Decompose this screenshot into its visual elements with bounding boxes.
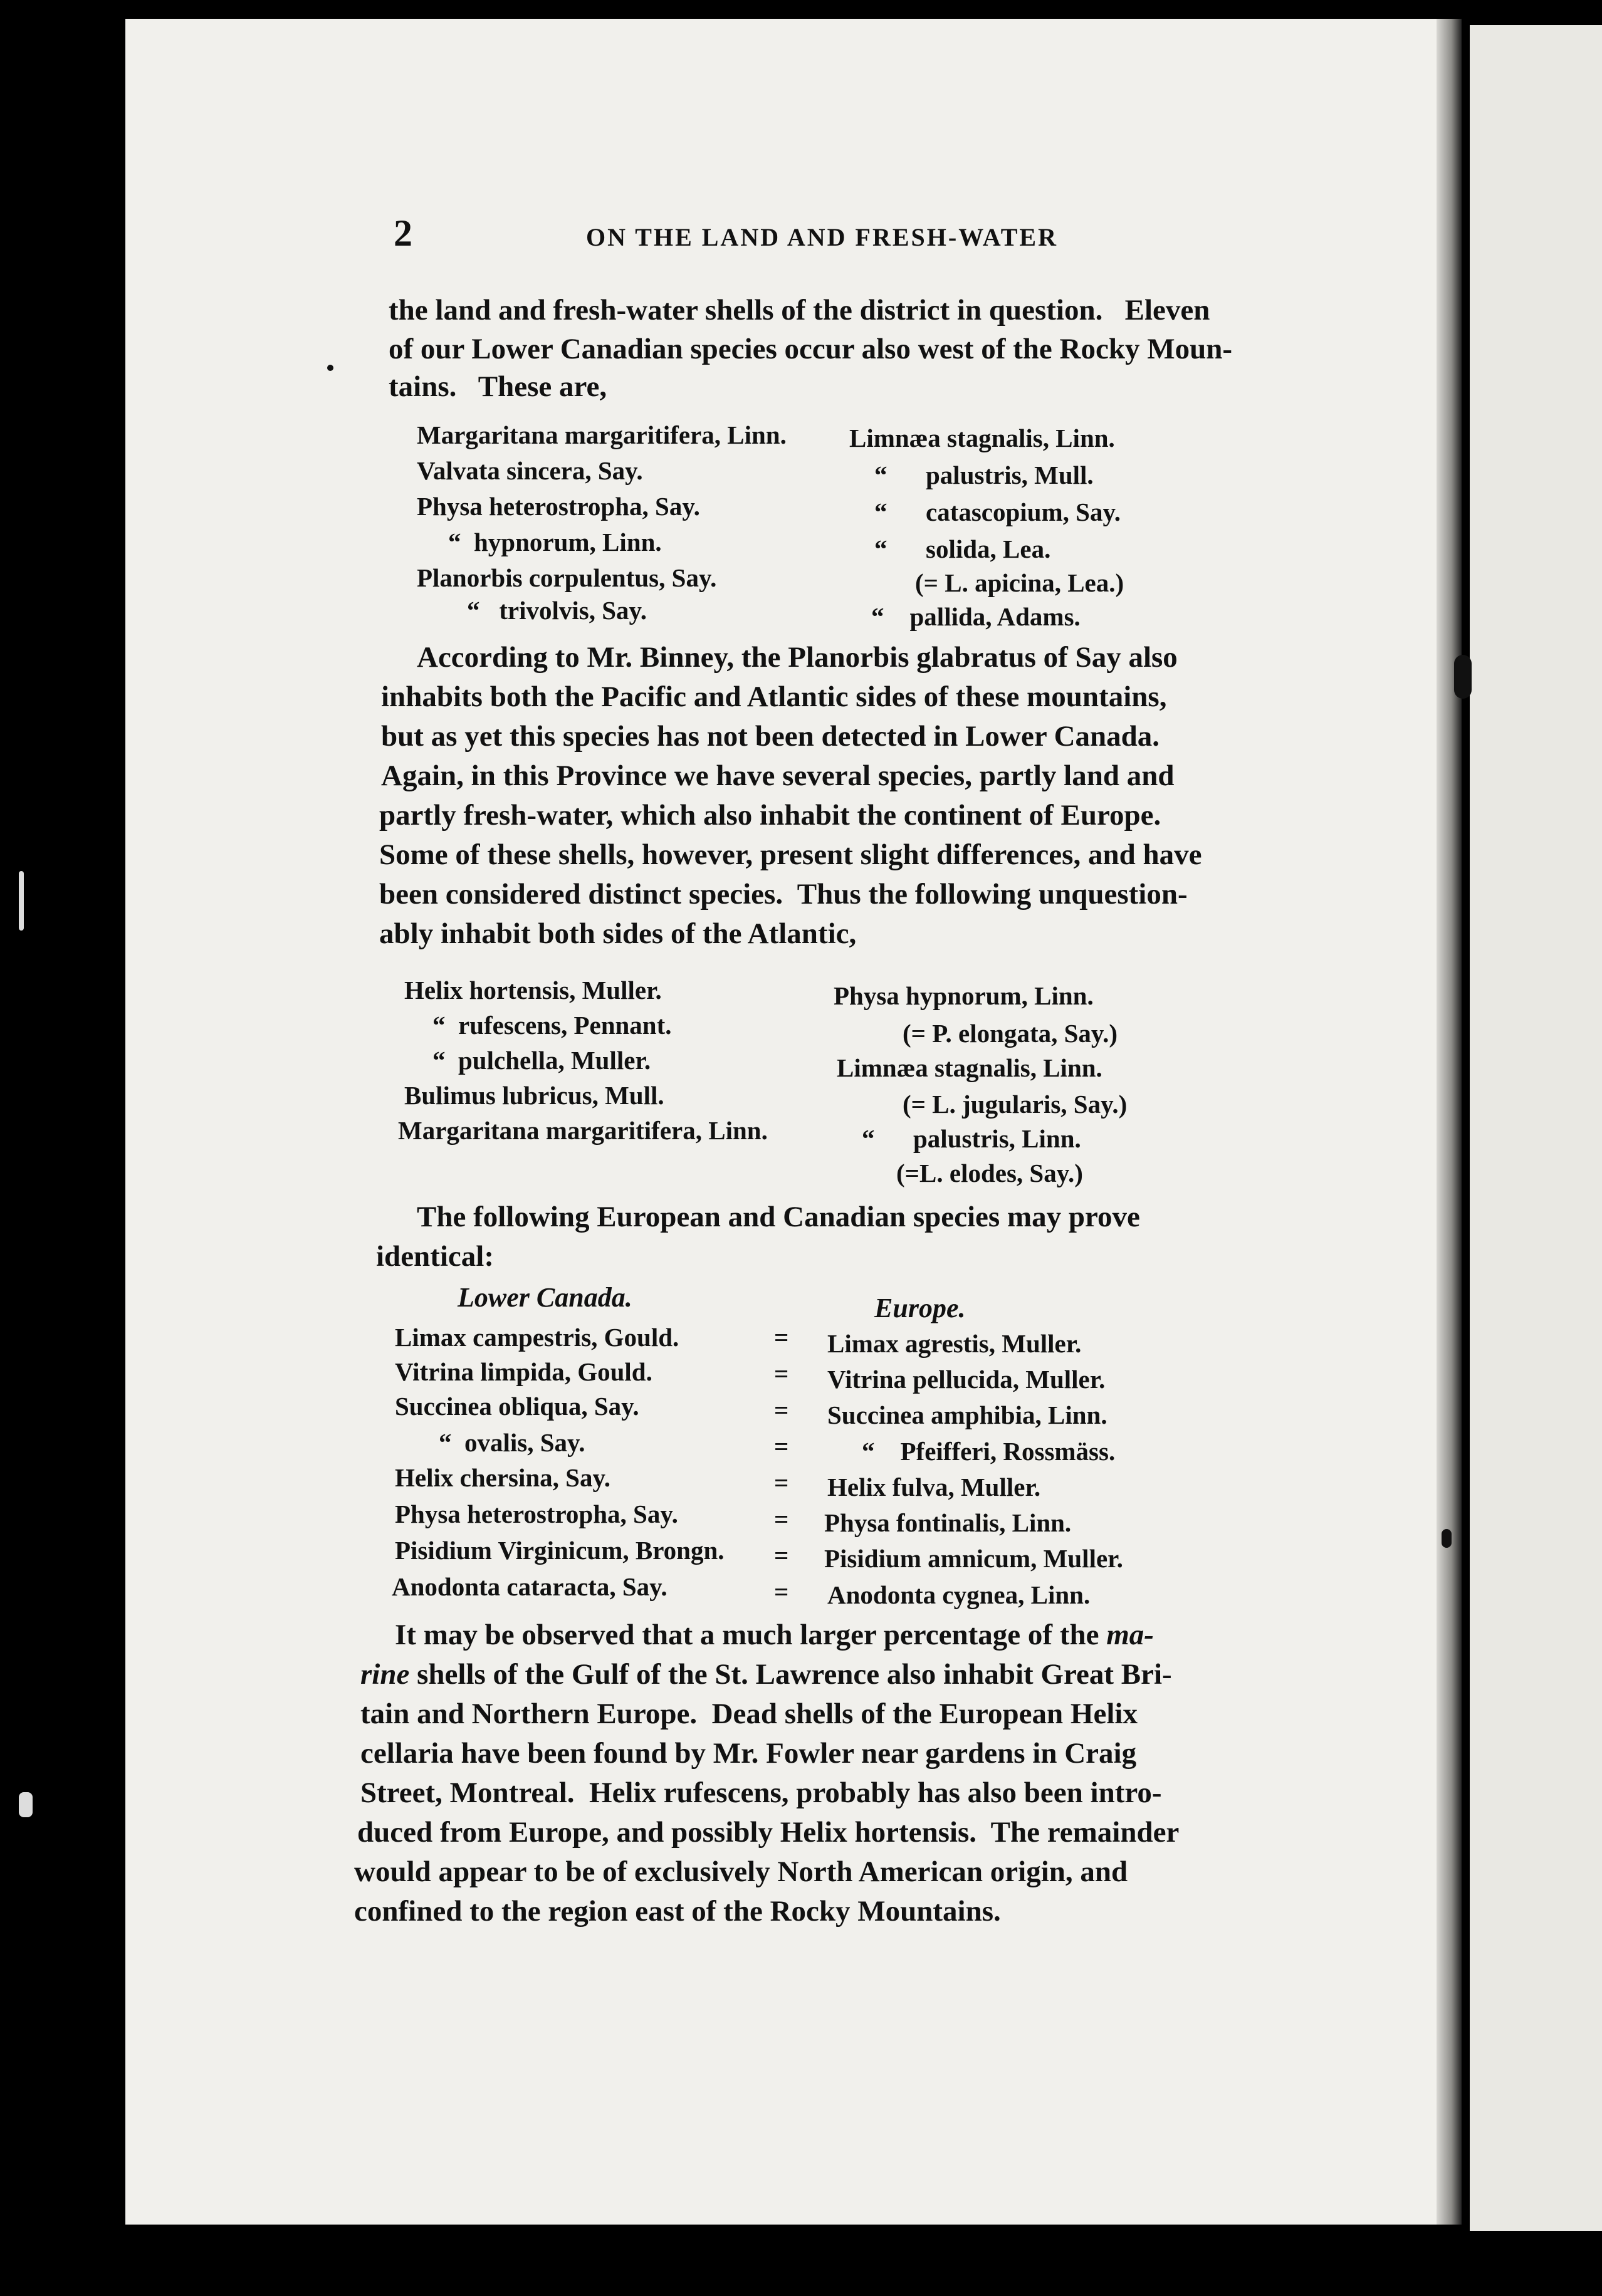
list-item: Planorbis corpulentus, Say. <box>417 563 717 592</box>
scan-speck <box>1442 1529 1452 1548</box>
list-item: Limnæa stagnalis, Linn. <box>849 424 1115 452</box>
list-item: (= P. elongata, Say.) <box>903 1019 1118 1048</box>
intro-line-3: tains. These are, <box>389 370 607 403</box>
paragraph-marine-line: confined to the region east of the Rocky Mountains. <box>354 1895 1001 1928</box>
list-item: “ pallida, Adams. <box>871 602 1081 631</box>
italic-text-run: rine <box>360 1658 410 1691</box>
list-item: (= L. apicina, Lea.) <box>915 568 1124 597</box>
page-edge-shadow <box>1437 19 1462 2225</box>
list-item: “ catascopium, Say. <box>874 498 1121 526</box>
list-item: Valvata sincera, Say. <box>417 456 643 485</box>
list-item: “ hypnorum, Linn. <box>448 528 662 556</box>
equals-sign: = <box>774 1468 789 1497</box>
scan-speck <box>327 365 333 371</box>
paragraph-binney-line: inhabits both the Pacific and Atlantic sides of these mountains, <box>381 681 1167 713</box>
adjacent-page-edge <box>1470 25 1602 2231</box>
table-cell-canada: Pisidium Virginicum, Brongn. <box>395 1536 725 1565</box>
table-cell-canada: Helix chersina, Say. <box>395 1463 610 1492</box>
list-item: “ rufescens, Pennant. <box>432 1011 672 1040</box>
table-cell-europe: Helix fulva, Muller. <box>827 1473 1041 1501</box>
column-header-europe: Europe. <box>874 1293 966 1323</box>
intro-line-2: of our Lower Canadian species occur also west of the Rocky Moun- <box>389 333 1232 365</box>
scan-speck <box>1454 655 1472 699</box>
margin-mark <box>19 871 24 931</box>
list-item: Physa hypnorum, Linn. <box>834 981 1094 1010</box>
paragraph-marine-line: cellaria have been found by Mr. Fowler near gardens in Craig <box>360 1737 1137 1770</box>
list-item: Bulimus lubricus, Mull. <box>404 1081 664 1110</box>
table-cell-europe: “ Pfeifferi, Rossmäss. <box>862 1437 1116 1466</box>
table-cell-europe: Anodonta cygnea, Linn. <box>827 1580 1091 1609</box>
text-run: shells of the Gulf of the St. Lawrence also inhabit Great Bri- <box>409 1658 1172 1691</box>
equals-sign: = <box>774 1577 789 1606</box>
text-run: It may be observed that a much larger percentage of the <box>395 1619 1107 1651</box>
list-item: Limnæa stagnalis, Linn. <box>837 1053 1102 1082</box>
italic-text-run: ma- <box>1106 1619 1154 1651</box>
equals-sign: = <box>774 1359 789 1388</box>
paragraph-marine-line: would appear to be of exclusively North American origin, and <box>354 1855 1128 1888</box>
list-item: “ pulchella, Muller. <box>432 1046 651 1075</box>
table-cell-europe: Pisidium amnicum, Muller. <box>824 1544 1123 1573</box>
paragraph-marine-line: tain and Northern Europe. Dead shells of the European Helix <box>360 1698 1138 1730</box>
paragraph-identical-line: The following European and Canadian species may prove <box>417 1201 1140 1233</box>
equals-sign: = <box>774 1396 789 1424</box>
equals-sign: = <box>774 1323 789 1352</box>
table-cell-canada: Physa heterostropha, Say. <box>395 1500 678 1528</box>
page-number: 2 <box>394 212 412 254</box>
list-item: Physa heterostropha, Say. <box>417 492 700 521</box>
intro-line-1: the land and fresh-water shells of the district in question. Eleven <box>389 294 1210 326</box>
table-cell-canada: Limax campestris, Gould. <box>395 1323 679 1352</box>
paragraph-binney-line: Again, in this Province we have several species, partly land and <box>381 759 1175 792</box>
table-cell-canada: Anodonta cataracta, Say. <box>392 1572 668 1601</box>
table-cell-canada: “ ovalis, Say. <box>439 1428 585 1457</box>
list-item: Helix hortensis, Muller. <box>404 976 662 1004</box>
equals-sign: = <box>774 1505 789 1533</box>
list-item: Margaritana margaritifera, Linn. <box>398 1116 768 1145</box>
table-cell-canada: Vitrina limpida, Gould. <box>395 1357 652 1386</box>
list-item: (=L. elodes, Say.) <box>896 1159 1083 1187</box>
paragraph-binney-line: Some of these shells, however, present slight differences, and have <box>379 838 1202 871</box>
list-item: “ palustris, Mull. <box>874 461 1094 489</box>
paragraph-marine-line: Street, Montreal. Helix rufescens, probably has also been intro- <box>360 1777 1162 1809</box>
column-header-lower-canada: Lower Canada. <box>458 1282 632 1313</box>
list-item: (= L. jugularis, Say.) <box>903 1090 1128 1119</box>
table-cell-canada: Succinea obliqua, Say. <box>395 1392 639 1421</box>
equals-sign: = <box>774 1432 789 1461</box>
table-cell-europe: Limax agrestis, Muller. <box>827 1329 1082 1358</box>
running-title: ON THE LAND AND FRESH-WATER <box>586 223 1058 251</box>
list-item: “ palustris, Linn. <box>862 1124 1081 1153</box>
list-item: “ solida, Lea. <box>874 535 1051 563</box>
table-cell-europe: Succinea amphibia, Linn. <box>827 1401 1107 1429</box>
table-cell-europe: Vitrina pellucida, Muller. <box>827 1365 1106 1394</box>
paragraph-identical-line: identical: <box>376 1240 494 1273</box>
list-item: “ trivolvis, Say. <box>467 596 647 625</box>
paragraph-binney-line: been considered distinct species. Thus the following unquestion- <box>379 878 1188 911</box>
list-item: Margaritana margaritifera, Linn. <box>417 420 787 449</box>
table-cell-europe: Physa fontinalis, Linn. <box>824 1508 1072 1537</box>
margin-mark <box>19 1792 33 1817</box>
paragraph-binney-line: ably inhabit both sides of the Atlantic, <box>379 917 857 950</box>
paragraph-binney-line: According to Mr. Binney, the Planorbis glabratus of Say also <box>417 641 1178 674</box>
paragraph-marine-line <box>360 1657 1172 1691</box>
paragraph-marine-line: duced from Europe, and possibly Helix hortensis. The remainder <box>357 1816 1180 1849</box>
paragraph-binney-line: partly fresh-water, which also inhabit the continent of Europe. <box>379 799 1161 832</box>
equals-sign: = <box>774 1541 789 1570</box>
paragraph-binney-line: but as yet this species has not been detected in Lower Canada. <box>381 720 1160 753</box>
paragraph-marine-line <box>395 1618 1154 1652</box>
